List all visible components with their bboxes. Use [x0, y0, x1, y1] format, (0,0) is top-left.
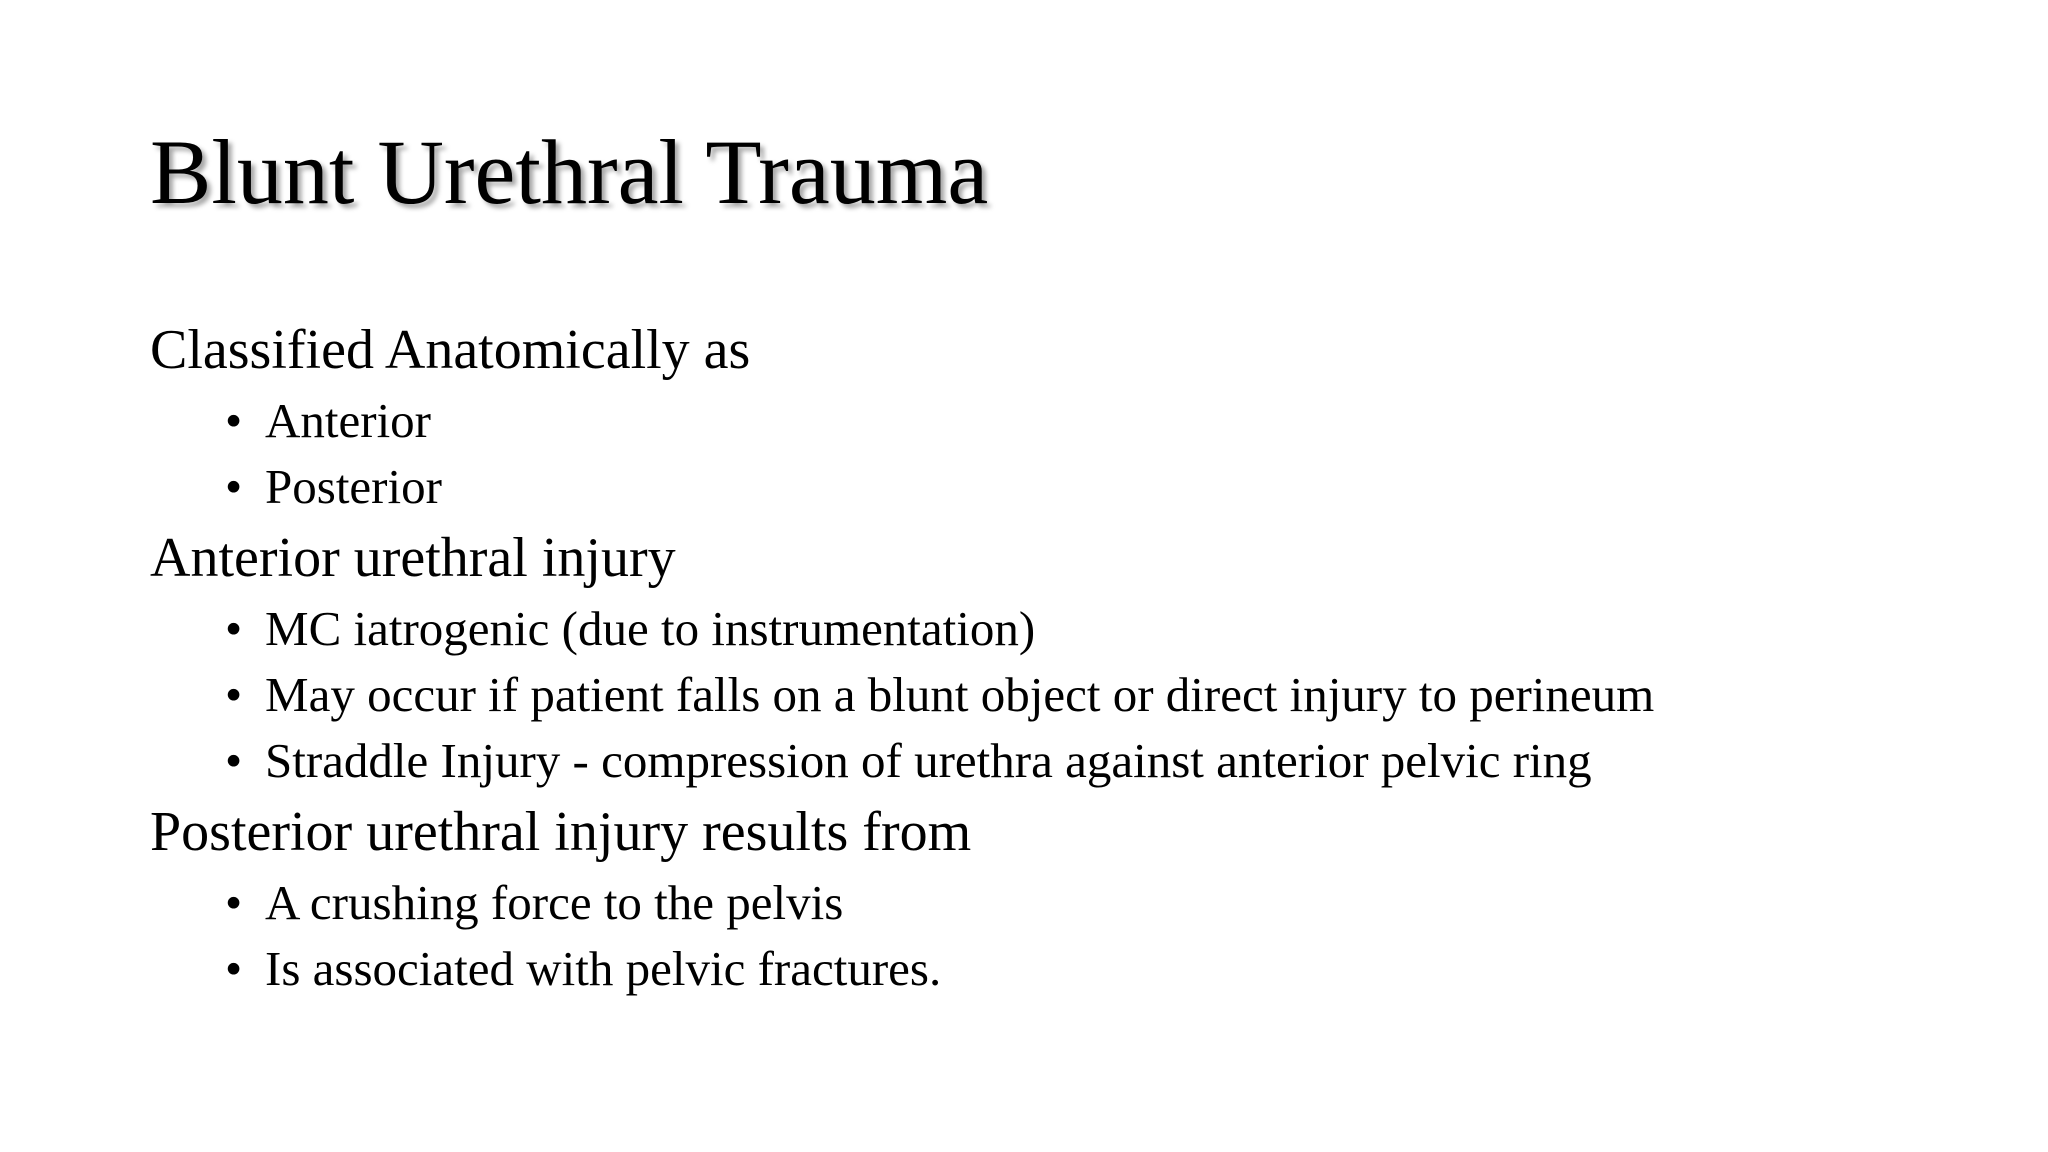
section-posterior-injury: [150, 794, 1990, 1002]
list-item-text: MC iatrogenic (due to instrumentation): [265, 601, 1036, 656]
bullet-icon: •: [225, 601, 243, 656]
bullet-icon: •: [225, 875, 243, 930]
list-item: [225, 936, 1990, 1002]
section-heading: Posterior urethral injury results from: [150, 801, 972, 863]
slide-content: [150, 312, 1990, 1002]
list-item: [225, 662, 1990, 728]
section-classification: [150, 312, 1990, 520]
list-item-text: Posterior: [265, 459, 442, 514]
list-item-text: May occur if patient falls on a blunt object or direct injury to perineum: [265, 667, 1655, 722]
bullet-icon: •: [225, 459, 243, 514]
bullet-icon: •: [225, 941, 243, 996]
list-item-text: A crushing force to the pelvis: [265, 875, 844, 930]
bullet-list: [150, 596, 1990, 794]
list-item-text: Straddle Injury - compression of urethra against anterior pelvic ring: [265, 733, 1592, 788]
slide-title: Blunt Urethral Trauma: [150, 121, 989, 223]
bullet-icon: •: [225, 667, 243, 722]
bullet-list: [150, 870, 1990, 1002]
section-heading: Anterior urethral injury: [150, 527, 676, 589]
list-item-text: Is associated with pelvic fractures.: [265, 941, 942, 996]
list-item: [225, 454, 1990, 520]
list-item: [225, 388, 1990, 454]
list-item: [225, 728, 1990, 794]
section-anterior-injury: [150, 520, 1990, 794]
bullet-icon: •: [225, 733, 243, 788]
bullet-icon: •: [225, 393, 243, 448]
list-item: [225, 870, 1990, 936]
bullet-list: [150, 388, 1990, 520]
section-heading: Classified Anatomically as: [150, 319, 751, 381]
list-item: [225, 596, 1990, 662]
list-item-text: Anterior: [265, 393, 431, 448]
